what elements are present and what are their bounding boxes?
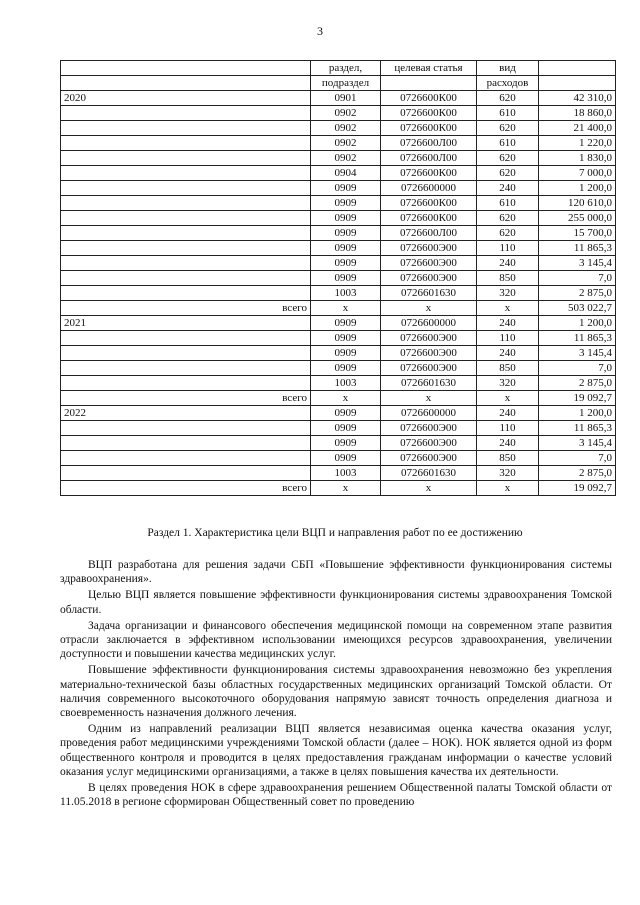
table-cell — [61, 61, 311, 76]
table-cell — [61, 271, 311, 286]
table-cell: 0909 — [311, 406, 381, 421]
table-cell: 0909 — [311, 181, 381, 196]
table-cell: 3 145,4 — [539, 256, 616, 271]
table-cell: 620 — [477, 91, 539, 106]
table-cell: 21 400,0 — [539, 121, 616, 136]
table-cell: 11 865,3 — [539, 331, 616, 346]
table-cell: 0904 — [311, 166, 381, 181]
table-cell: 0909 — [311, 346, 381, 361]
table-cell: 0726600Э00 — [381, 436, 477, 451]
table-cell: 0909 — [311, 226, 381, 241]
table-cell: х — [381, 301, 477, 316]
table-cell: 1003 — [311, 286, 381, 301]
table-cell: х — [477, 301, 539, 316]
table-cell: 240 — [477, 406, 539, 421]
table-row — [61, 316, 616, 331]
table-cell: 7 000,0 — [539, 166, 616, 181]
table-cell: 503 022,7 — [539, 301, 616, 316]
paragraph: Повышение эффективности функционирования системы здравоохранения невозможно без укрепления материально-технической базы областных государственных медицинских организаций Томской области. От наличия современного высокоточного оборудования напрямую зависят точность определения диагноза и своевременность назначения должного лечения. — [60, 664, 612, 720]
table-cell — [61, 181, 311, 196]
paragraph: Одним из направлений реализации ВЦП является независимая оценка качества оказания услуг, проведения работ медицинскими учреждениями Томской области (далее – НОК). НОК является одной из форм общественного контроля и проводится в целях предоставления гражданам информации о качестве условий оказания услуг медицинскими организациями, а также в целях повышения качества их деятельности. — [60, 723, 612, 778]
table-cell: 110 — [477, 421, 539, 436]
table-cell: 0726600000 — [381, 316, 477, 331]
table-cell: 110 — [477, 241, 539, 256]
table-cell: расходов — [477, 76, 539, 91]
table-cell: 0901 — [311, 91, 381, 106]
table-cell: 850 — [477, 271, 539, 286]
table-cell: 240 — [477, 256, 539, 271]
table-cell: 19 092,7 — [539, 391, 616, 406]
table-cell: вид — [477, 61, 539, 76]
table-cell: 2020 — [61, 91, 311, 106]
table-cell: 3 145,4 — [539, 436, 616, 451]
table-cell: 610 — [477, 196, 539, 211]
table-cell: 0726601630 — [381, 286, 477, 301]
table-header-row — [61, 76, 616, 91]
table-cell — [61, 376, 311, 391]
table-cell: 320 — [477, 376, 539, 391]
table-cell: 0909 — [311, 451, 381, 466]
table-row — [61, 346, 616, 361]
table-cell: 0726600000 — [381, 406, 477, 421]
table-cell: х — [477, 391, 539, 406]
paragraph: ВЦП разработана для решения задачи СБП «Повышение эффективности функционирования системы здравоохранения». — [60, 559, 612, 586]
table-row — [61, 421, 616, 436]
table-cell: 620 — [477, 226, 539, 241]
table-cell: 240 — [477, 436, 539, 451]
table-cell: 0726600Э00 — [381, 346, 477, 361]
table-cell: 620 — [477, 166, 539, 181]
table-cell: 120 610,0 — [539, 196, 616, 211]
table-cell: 0726601630 — [381, 376, 477, 391]
table-cell: 0909 — [311, 256, 381, 271]
table-row — [61, 121, 616, 136]
table-cell — [61, 421, 311, 436]
table-row — [61, 361, 616, 376]
table-cell: 0726601630 — [381, 466, 477, 481]
table-cell: 7,0 — [539, 271, 616, 286]
table-cell: 42 310,0 — [539, 91, 616, 106]
table-cell: 1 220,0 — [539, 136, 616, 151]
table-cell: 11 865,3 — [539, 241, 616, 256]
table-cell — [61, 76, 311, 91]
table-row — [61, 376, 616, 391]
table-cell: 0902 — [311, 106, 381, 121]
table-cell: 0909 — [311, 196, 381, 211]
table-cell — [61, 451, 311, 466]
table-cell: 320 — [477, 286, 539, 301]
table-cell: 1 200,0 — [539, 316, 616, 331]
table-cell: 0909 — [311, 421, 381, 436]
table-row — [61, 181, 616, 196]
table-cell: 0726600Э00 — [381, 271, 477, 286]
table-cell: 240 — [477, 346, 539, 361]
table-row — [61, 391, 616, 406]
table-header-row — [61, 61, 616, 76]
table-cell: всего — [61, 301, 311, 316]
table-cell: 0726600Л00 — [381, 136, 477, 151]
table-row — [61, 136, 616, 151]
table-row — [61, 481, 616, 496]
table-cell: 11 865,3 — [539, 421, 616, 436]
table-cell: раздел, — [311, 61, 381, 76]
table-cell: 1 200,0 — [539, 181, 616, 196]
table-row — [61, 91, 616, 106]
table-cell — [61, 226, 311, 241]
table-cell: 0726600К00 — [381, 166, 477, 181]
table-cell: 0902 — [311, 136, 381, 151]
table-cell: 620 — [477, 151, 539, 166]
table-cell: 15 700,0 — [539, 226, 616, 241]
table-cell — [61, 466, 311, 481]
table-row — [61, 196, 616, 211]
table-cell — [61, 196, 311, 211]
table-cell: 610 — [477, 136, 539, 151]
table-cell: 3 145,4 — [539, 346, 616, 361]
table-cell: 7,0 — [539, 361, 616, 376]
table-cell — [61, 121, 311, 136]
table-row — [61, 226, 616, 241]
table-cell: 0726600К00 — [381, 211, 477, 226]
table-cell: 1003 — [311, 376, 381, 391]
table-cell: 0726600Э00 — [381, 451, 477, 466]
table-cell — [61, 361, 311, 376]
table-cell: 610 — [477, 106, 539, 121]
table-cell: 255 000,0 — [539, 211, 616, 226]
table-cell — [61, 241, 311, 256]
table-cell: 0909 — [311, 241, 381, 256]
table-cell: 620 — [477, 121, 539, 136]
table-cell: 0726600К00 — [381, 121, 477, 136]
table-cell: 2021 — [61, 316, 311, 331]
table-cell: 2 875,0 — [539, 376, 616, 391]
table-cell — [61, 166, 311, 181]
table-cell — [61, 106, 311, 121]
table-cell: целевая статья — [381, 61, 477, 76]
page-number: 3 — [317, 24, 323, 38]
table-cell: х — [311, 391, 381, 406]
table-cell: 0902 — [311, 151, 381, 166]
table-cell — [381, 76, 477, 91]
table-row — [61, 241, 616, 256]
table-cell — [61, 256, 311, 271]
table-row — [61, 286, 616, 301]
table-cell: подраздел — [311, 76, 381, 91]
table-cell — [539, 61, 616, 76]
table-cell: 0726600Э00 — [381, 241, 477, 256]
table-cell — [539, 76, 616, 91]
table-cell: 0726600Э00 — [381, 331, 477, 346]
table-row — [61, 271, 616, 286]
budget-table — [60, 60, 616, 496]
section-title: Раздел 1. Характеристика цели ВЦП и направления работ по ее достижению — [147, 527, 523, 539]
table-cell: 0902 — [311, 121, 381, 136]
table-cell: х — [311, 481, 381, 496]
table-cell: всего — [61, 481, 311, 496]
table-cell — [61, 136, 311, 151]
table-row — [61, 301, 616, 316]
table-cell: 0726600К00 — [381, 91, 477, 106]
table-row — [61, 406, 616, 421]
table-cell: 110 — [477, 331, 539, 346]
table-cell: х — [477, 481, 539, 496]
table-cell: 620 — [477, 211, 539, 226]
table-cell: х — [311, 301, 381, 316]
table-cell: х — [381, 481, 477, 496]
paragraph: Задача организации и финансового обеспечения медицинской помощи на современном этапе развития отрасли заключается в эффективном использовании имеющихся ресурсов здравоохранения, увеличении доступности и повышении качества медицинских услуг. — [60, 619, 612, 661]
table-cell: 7,0 — [539, 451, 616, 466]
table-cell: 0726600Л00 — [381, 151, 477, 166]
table-row — [61, 436, 616, 451]
table-cell — [61, 211, 311, 226]
table-cell: 19 092,7 — [539, 481, 616, 496]
table-cell: 0726600К00 — [381, 196, 477, 211]
body-text — [60, 558, 612, 811]
table-cell: 2 875,0 — [539, 286, 616, 301]
table-cell: 850 — [477, 451, 539, 466]
table-cell: 0909 — [311, 271, 381, 286]
table-cell: 0909 — [311, 316, 381, 331]
table-cell: 0909 — [311, 211, 381, 226]
table-cell — [61, 331, 311, 346]
table-cell: 240 — [477, 316, 539, 331]
table-row — [61, 256, 616, 271]
table-cell — [61, 346, 311, 361]
table-row — [61, 451, 616, 466]
table-row — [61, 151, 616, 166]
table-cell: 0726600000 — [381, 181, 477, 196]
table-row — [61, 166, 616, 181]
table-cell: х — [381, 391, 477, 406]
table-cell: 850 — [477, 361, 539, 376]
table-cell: 320 — [477, 466, 539, 481]
table-cell: 0726600К00 — [381, 106, 477, 121]
table-cell: 240 — [477, 181, 539, 196]
paragraph: В целях проведения НОК в сфере здравоохранения решением Общественной палаты Томской области от 11.05.2018 в регионе сформирован Общественный совет по проведению — [60, 782, 612, 809]
table-cell: 0726600Э00 — [381, 421, 477, 436]
paragraph: Целью ВЦП является повышение эффективности функционирования системы здравоохранения Томской области. — [60, 589, 612, 616]
table-cell: 0726600Э00 — [381, 256, 477, 271]
table-row — [61, 211, 616, 226]
table-cell — [61, 151, 311, 166]
table-row — [61, 106, 616, 121]
table-cell: всего — [61, 391, 311, 406]
table-cell: 0726600Э00 — [381, 361, 477, 376]
table-cell: 1 200,0 — [539, 406, 616, 421]
table-cell: 0909 — [311, 436, 381, 451]
table-row — [61, 331, 616, 346]
table-cell: 0909 — [311, 361, 381, 376]
table-cell: 2022 — [61, 406, 311, 421]
table-cell: 0909 — [311, 331, 381, 346]
table-cell: 1003 — [311, 466, 381, 481]
table-cell — [61, 286, 311, 301]
table-cell — [61, 436, 311, 451]
table-cell: 18 860,0 — [539, 106, 616, 121]
table-cell: 0726600Л00 — [381, 226, 477, 241]
table-cell: 2 875,0 — [539, 466, 616, 481]
table-cell: 1 830,0 — [539, 151, 616, 166]
table-row — [61, 466, 616, 481]
